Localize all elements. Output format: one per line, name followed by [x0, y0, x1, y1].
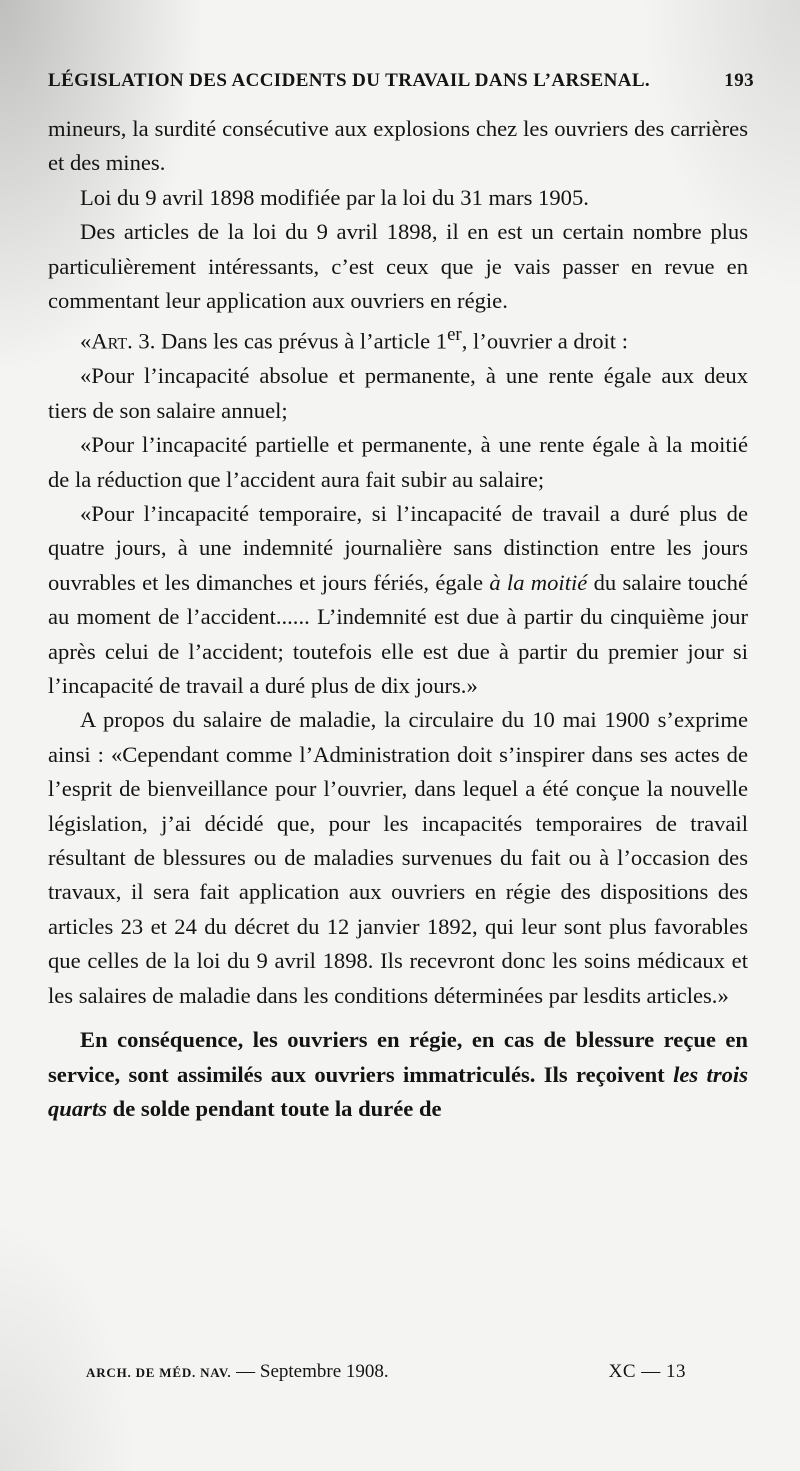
article-abbrev: Art.	[91, 328, 133, 354]
paragraph-1: mineurs, la surdité consécutive aux explosions chez les ouvriers des carrières et des mines.	[48, 116, 748, 176]
paragraph-7-text-b: du salaire touché au moment de l’accident...... L’indemnité est due à partir du cinquième jour après celui de l’accident; toutefois elle est due à partir du premier jour si l’incapacité de travail a duré plus de dix jours.»	[48, 569, 748, 699]
paragraph-3: Des articles de la loi du 9 avril 1898, il en est un certain nombre plus particulièrement intéressants, c’est ceux que je vais passer en revue en commentant leur application aux ouvriers en régie.	[48, 219, 748, 314]
journal-abbrev: ARCH. DE MÉD. NAV.	[86, 1365, 232, 1380]
paragraph-4-text: 3. Dans les cas prévus à l’article 1	[132, 328, 448, 354]
paragraph-4-end: , l’ouvrier a droit :	[461, 328, 628, 354]
running-title: LÉGISLATION DES ACCIDENTS DU TRAVAIL DANS L’ARSENAL.	[48, 70, 651, 91]
footer-dash: —	[236, 1361, 256, 1382]
paragraph-8: A propos du salaire de maladie, la circulaire du 10 mai 1900 s’exprime ainsi : «Cependant comme l’Administration doit s’inspirer dans ses actes de l’esprit de bienveillance pour l’ouvrier, dans lequel a été conçue la nouvelle législation, j’ai décidé que, pour les incapacités temporaires de travail résultant de blessures ou de maladies survenues du fait ou à l’occasion des travaux, il sera fait application aux ouvriers en régie des dispositions des articles 23 et 24 du décret du 12 janvier 1892, qui leur sont plus favorables que celles de la loi du 9 avril 1898. Ils recevront donc les soins médicaux et les salaires de maladie dans les conditions déterminées par lesdits articles.»	[48, 707, 748, 1008]
paragraph-7	[48, 497, 748, 703]
paragraph-9	[48, 1023, 748, 1126]
signature-mark: XC — 13	[608, 1361, 686, 1382]
paragraph-9-text-b: de solde pendant toute la durée de	[107, 1095, 442, 1121]
paragraph-2: Loi du 9 avril 1898 modifiée par la loi du 31 mars 1905.	[80, 184, 589, 210]
paragraph-5: «Pour l’incapacité absolue et permanente, à une rente égale aux deux tiers de son salaire annuel;	[48, 363, 748, 423]
paragraph-9-italic: les trois quarts	[48, 1061, 748, 1121]
paragraph-7-text-a: «Pour l’incapacité temporaire, si l’incapacité de travail a duré plus de quatre jours, à une indemnité journalière sans distinction entre les jours ouvrables et les dimanches et jours fériés, égale	[48, 501, 748, 595]
paragraph-6: «Pour l’incapacité partielle et permanente, à une rente égale à la moitié de la réduction que l’accident aura fait subir au salaire;	[48, 432, 748, 492]
page-number: 193	[724, 70, 754, 91]
footer-citation	[86, 1361, 389, 1383]
ordinal-superscript: er	[447, 324, 462, 346]
paragraph-9-text-a: En conséquence, les ouvriers en régie, en cas de blessure reçue en service, sont assimilés aux ouvriers immatriculés. Ils reçoivent	[48, 1027, 748, 1087]
paragraph-7-italic: à la moitié	[489, 569, 588, 595]
page-footer	[86, 1361, 686, 1383]
paragraph-4	[48, 318, 748, 359]
issue-date: Septembre 1908.	[259, 1361, 389, 1382]
body-text	[48, 112, 748, 1126]
running-header	[48, 70, 754, 92]
quote-open: «	[80, 328, 92, 354]
